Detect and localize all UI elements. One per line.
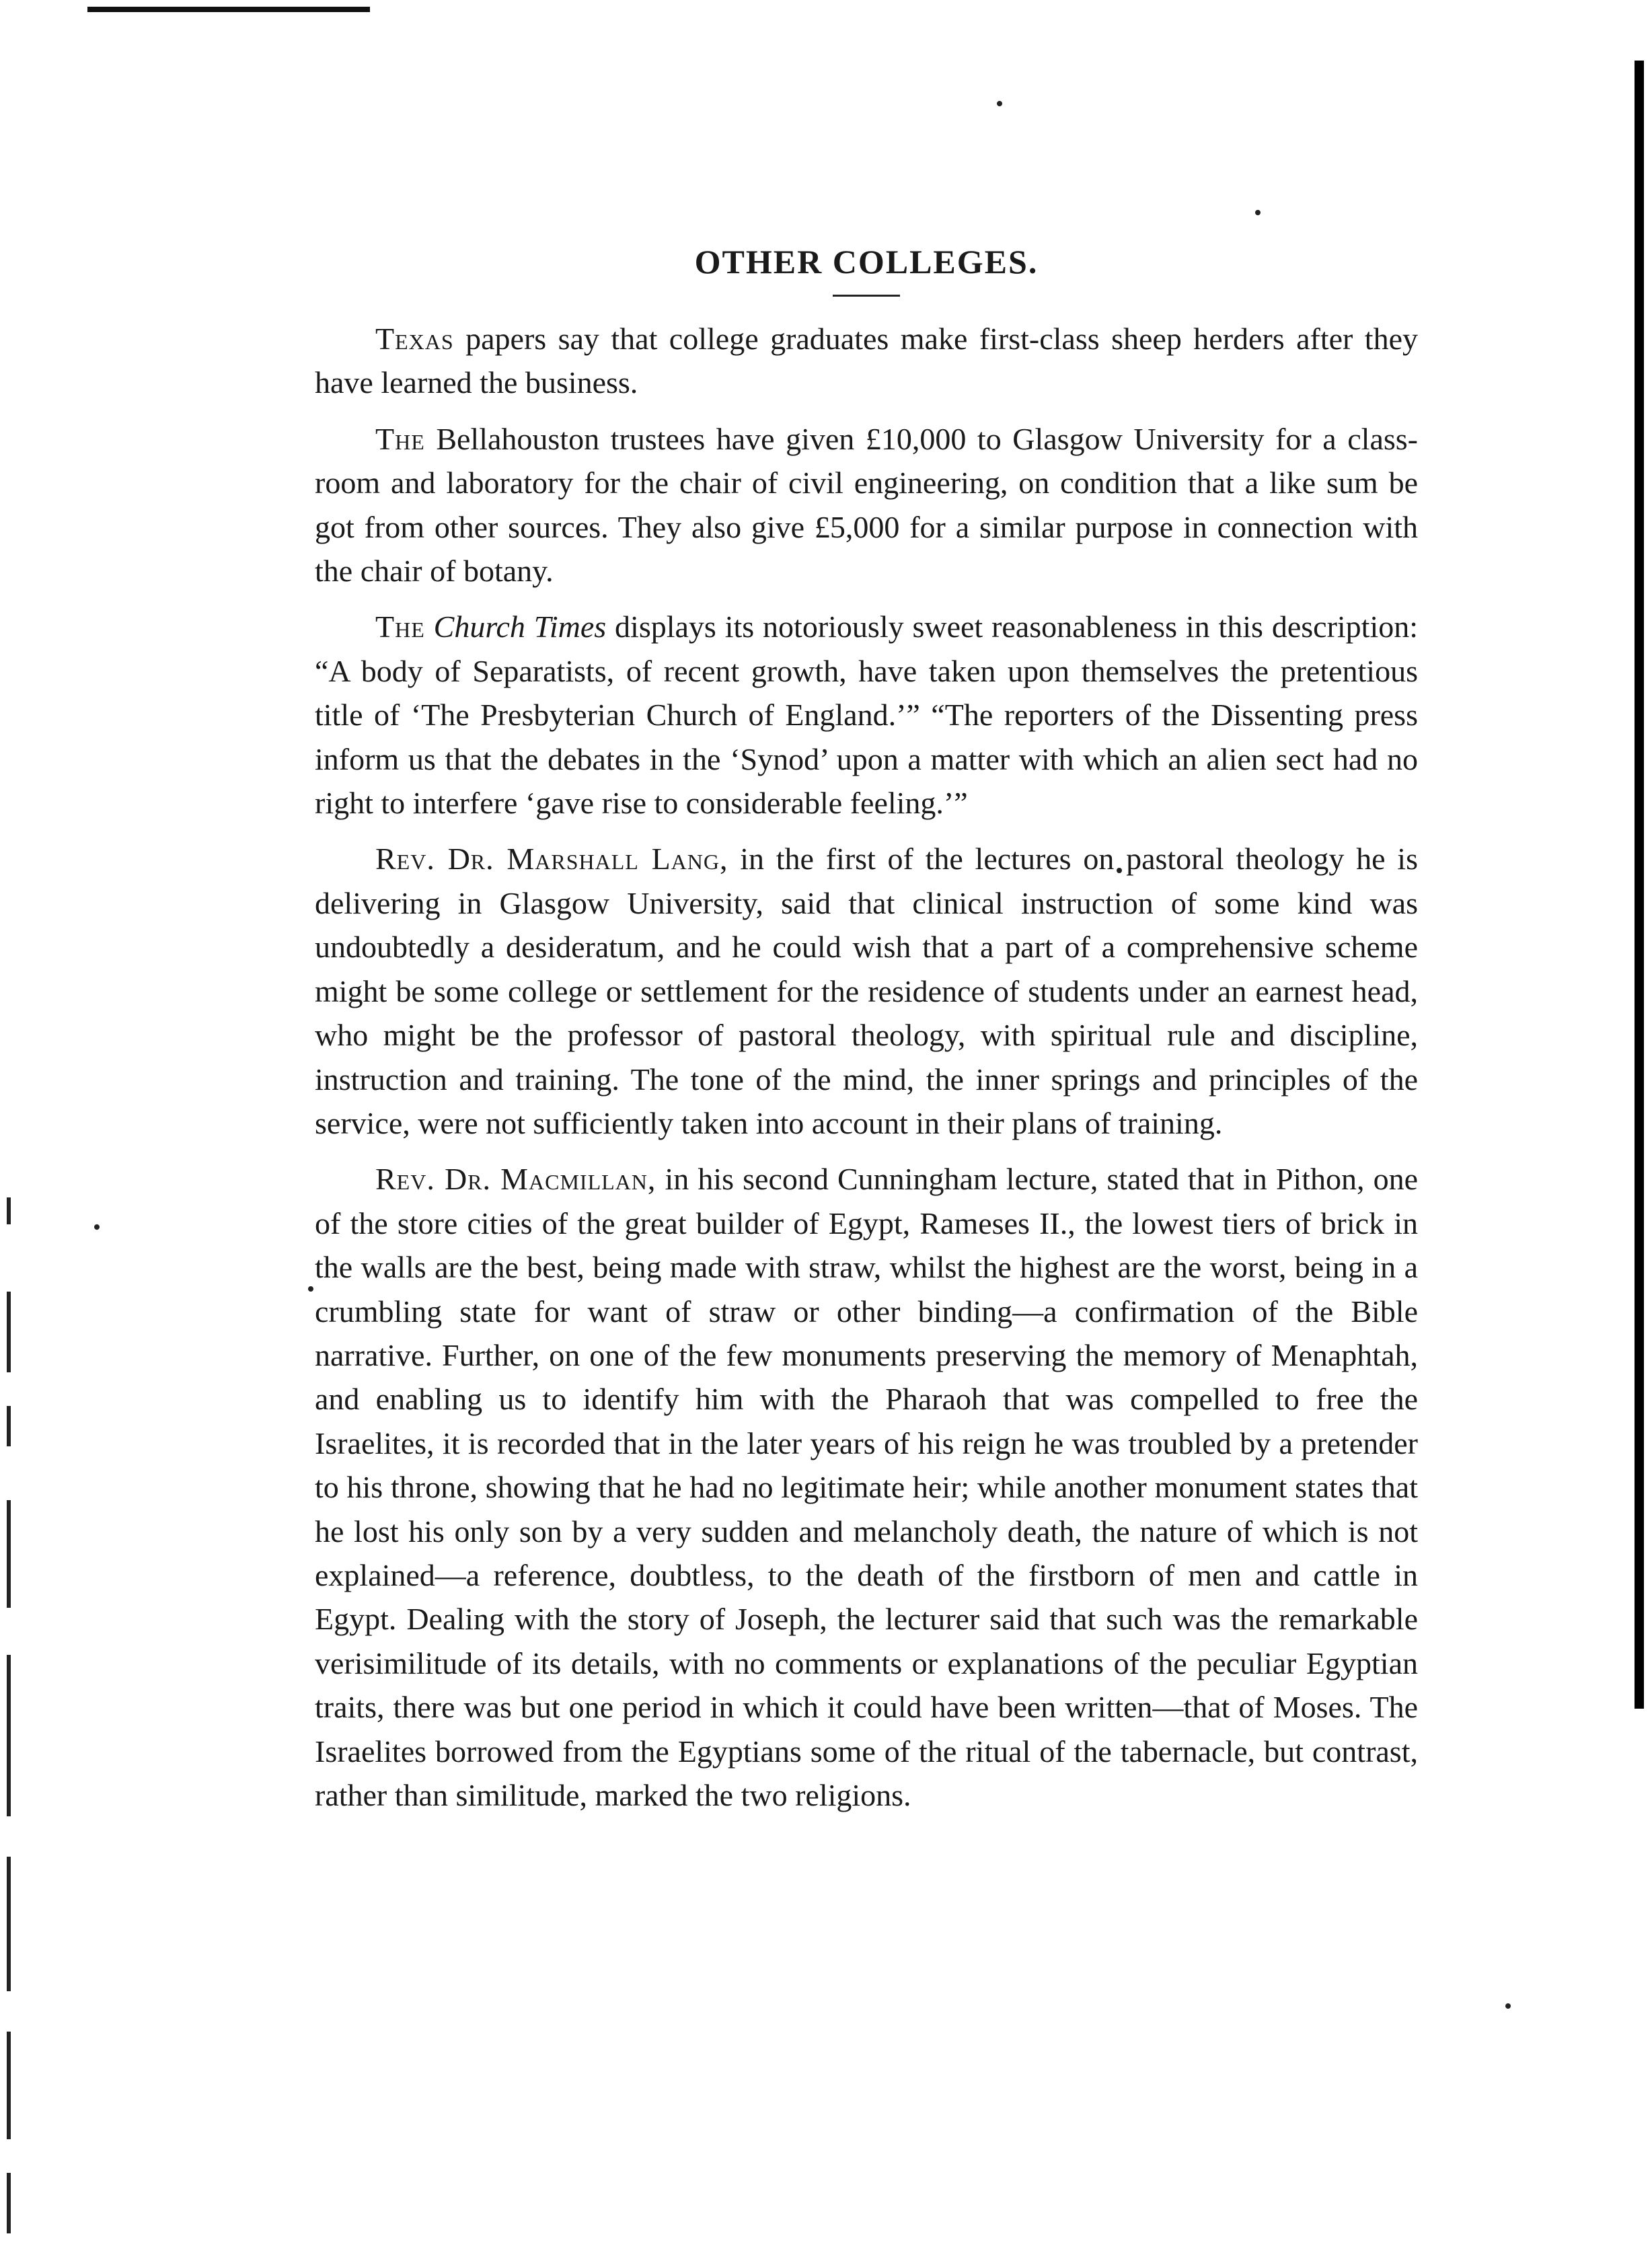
speck-mark: [1505, 2003, 1511, 2009]
paragraph-church-times: [315, 605, 1418, 825]
paragraph-lead: Rev. Dr. Macmillan,: [375, 1162, 656, 1197]
paragraph-marshall-lang: [315, 837, 1418, 1145]
paragraph-lead: The: [375, 609, 425, 644]
top-rule: [87, 7, 370, 12]
paragraph-lead: The: [375, 421, 425, 456]
paragraph-lead: Texas: [375, 322, 454, 356]
paragraph-body: in his second Cunningham lecture, stated that in Pithon, one of the store cities of the great builder of Egypt, Rameses II., the lowest tiers of brick in the walls are the best, being made with straw, whilst the highest are the worst, being in a crumbling state for want of straw or other binding—a confirmation of the Bible narrative. Further, on one of the few monuments preserving the memory of Menaphtah, and enabling us to identify him with the Pharaoh that was compelled to free the Israelites, it is recorded that in the later years of his reign he was troubled by a pretender to his throne, showing that he had no legitimate heir; while another monument states that he lost his only son by a very sudden and melancholy death, the nature of which is not explained—a reference, doubtless, to the death of the firstborn of men and cattle in Egypt. Dealing with the story of Joseph, the lecturer said that such was the remarkable verisimilitude of its details, with no comments or explanations of the peculiar Egyptian traits, there was but one period in which it could have been written—that of Moses. The Israelites borrowed from the Egyptians some of the ritual of the tabernacle, but contrast, rather than similitude, marked the two religions.: [315, 1162, 1418, 1812]
right-edge-rule: [1635, 61, 1644, 1709]
speck-mark: [997, 101, 1002, 106]
paragraph-lead: Rev. Dr. Marshall Lang,: [375, 842, 728, 877]
speck-mark: [94, 1224, 100, 1230]
paragraph-body: Bellahouston trustees have given £10,000 to Glasgow University for a class-room and laboratory for the chair of civil engineering, on condition that a like sum be got from other sources. They also give £5,000 for a similar purpose in connection with the chair of botany.: [315, 421, 1418, 589]
paragraph-texas: [315, 317, 1418, 405]
page-content: [315, 229, 1418, 1829]
paragraph-bellahouston: [315, 417, 1418, 593]
paragraph-body: displays its notoriously sweet reasonableness in this description: “A body of Separatists, of recent growth, have taken upon themselves the pretentious title of ‘The Presbyterian Church of England.’” “The reporters of the Dissenting press inform us that the debates in the ‘Synod’ upon a matter with which an alien sect had no right to interfere ‘gave rise to considerable feeling.’”: [315, 609, 1419, 821]
paragraph-macmillan: [315, 1157, 1418, 1817]
title-rule: [833, 295, 900, 297]
left-margin-marks: [0, 1184, 34, 2233]
page-title: OTHER COLLEGES.: [694, 243, 1039, 281]
paragraph-body: papers say that college graduates make first-class sheep herders after they have learned the business.: [315, 322, 1418, 400]
speck-mark: [1255, 210, 1261, 215]
publication-title: Church Times: [433, 609, 607, 644]
speck-mark: [308, 1286, 313, 1292]
paragraph-body: in the first of the lectures on pastoral theology he is delivering in Glasgow University, said that clinical instruction of some kind was undoubtedly a desideratum, and he could wish that a part of a comprehensive scheme might be some college or settlement for the residence of students under an earnest head, who might be the professor of pastoral theology, with spiritual rule and discipline, instruction and training. The tone of the mind, the inner springs and principles of the service, were not sufficiently taken into account in their plans of training.: [315, 842, 1418, 1140]
